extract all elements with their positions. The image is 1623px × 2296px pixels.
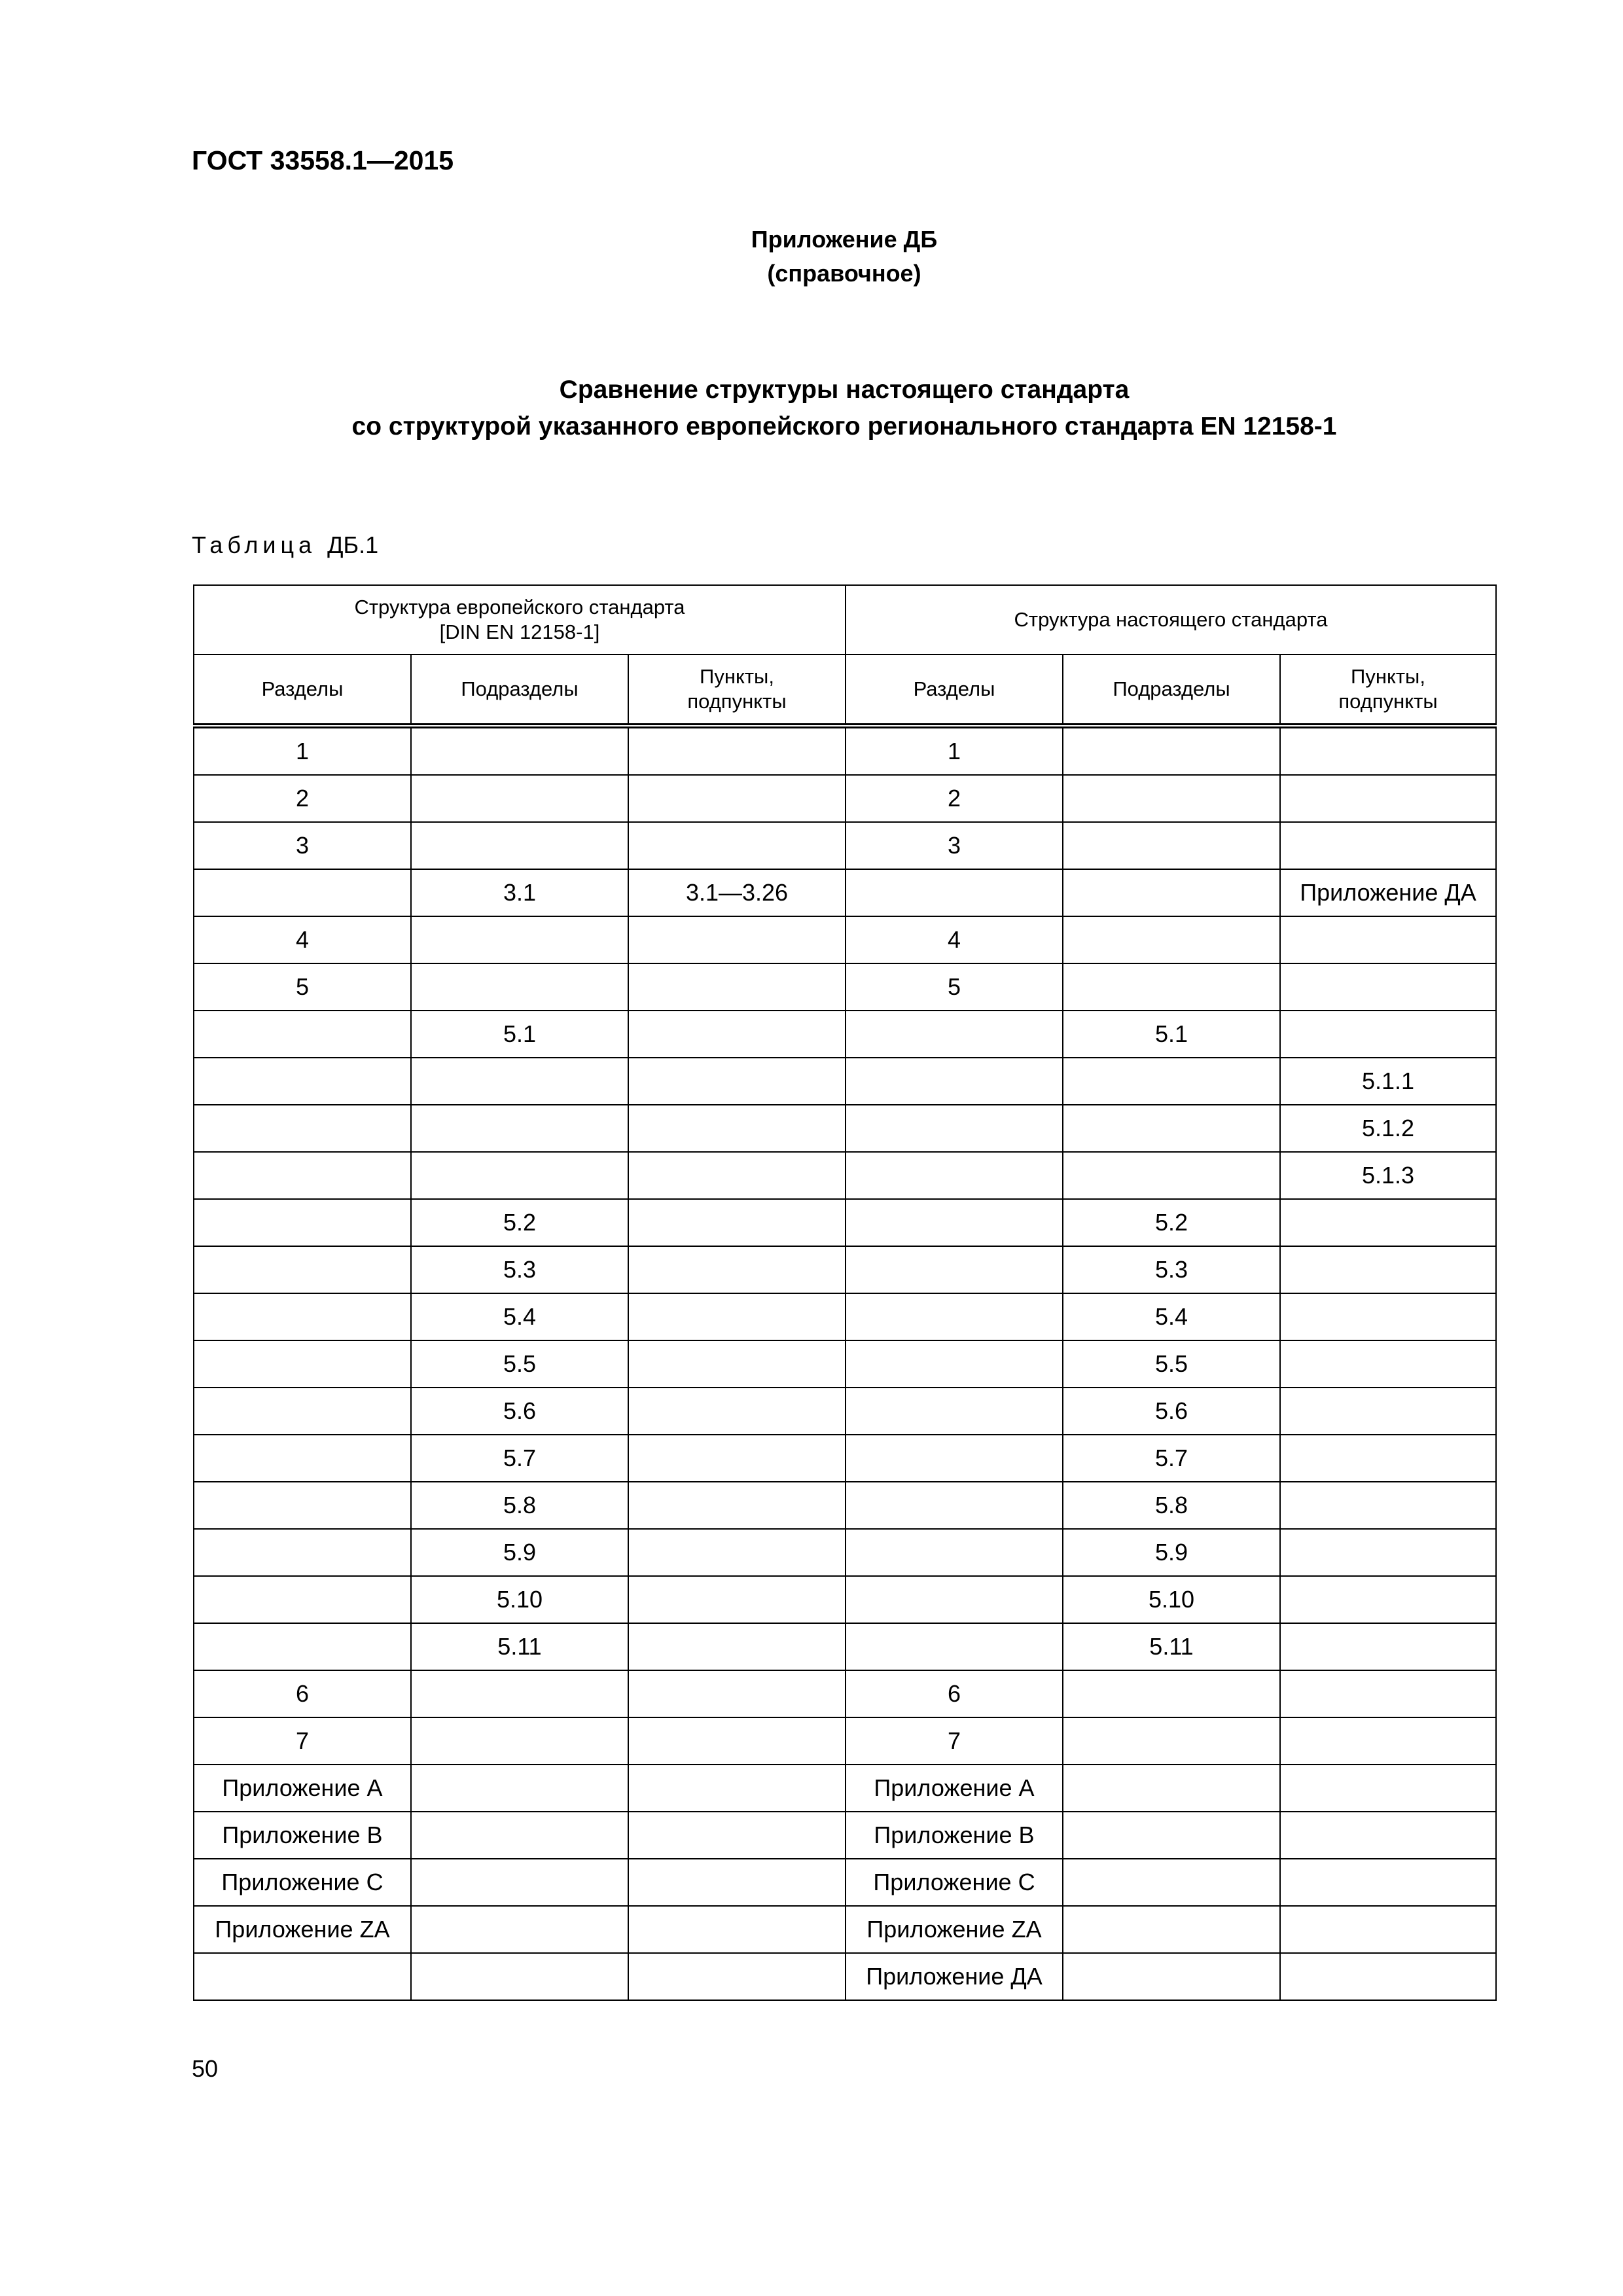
table-cell (1280, 1906, 1496, 1953)
table-cell: 7 (194, 1717, 411, 1765)
table-cell: 4 (194, 916, 411, 963)
table-cell (1063, 916, 1280, 963)
table-cell (1063, 1152, 1280, 1199)
table-cell: 3 (194, 822, 411, 869)
group-header-national: Структура настоящего стандарта (846, 585, 1496, 655)
table-body (194, 726, 1496, 2000)
table-cell: 5.3 (1063, 1246, 1280, 1293)
table-row (194, 1953, 1496, 2000)
table-cell (628, 1529, 846, 1576)
section-title-line-1: Сравнение структуры настоящего стандарта (559, 376, 1130, 404)
table-cell: 1 (194, 726, 411, 775)
table-cell (1280, 1529, 1496, 1576)
table-cell (1280, 1859, 1496, 1906)
table-cell (411, 916, 628, 963)
appendix-title: Приложение ДБ (751, 226, 938, 253)
table-row (194, 1859, 1496, 1906)
table-cell: Приложение С (194, 1859, 411, 1906)
table-cell (628, 1765, 846, 1812)
table-row (194, 1670, 1496, 1717)
column-header (846, 655, 1063, 726)
table-cell (846, 1340, 1063, 1388)
table-row (194, 869, 1496, 916)
table-cell (411, 1765, 628, 1812)
table-cell (411, 963, 628, 1011)
table-cell (194, 1576, 411, 1623)
table-cell (194, 1435, 411, 1482)
table-cell (1063, 1812, 1280, 1859)
table-cell (628, 1435, 846, 1482)
table-cell: 5 (846, 963, 1063, 1011)
table-cell (628, 1906, 846, 1953)
table-cell (194, 1529, 411, 1576)
table-cell: Приложение С (846, 1859, 1063, 1906)
table-cell (846, 1388, 1063, 1435)
table-cell (628, 1388, 846, 1435)
table-cell (411, 1812, 628, 1859)
structure-comparison-table (193, 584, 1497, 2001)
column-header-line-1: Пункты, (1351, 665, 1425, 688)
table-cell (846, 1529, 1063, 1576)
table-cell (1063, 726, 1280, 775)
table-cell (411, 1152, 628, 1199)
table-cell: 5.10 (411, 1576, 628, 1623)
table-cell: 5.11 (411, 1623, 628, 1670)
table-row (194, 1246, 1496, 1293)
table-cell (628, 1482, 846, 1529)
table-cell: Приложение В (846, 1812, 1063, 1859)
table-cell: 3 (846, 822, 1063, 869)
table-cell (1280, 1011, 1496, 1058)
table-cell: 5.11 (1063, 1623, 1280, 1670)
table-cell: 3.1—3.26 (628, 869, 846, 916)
table-cell: 5.9 (1063, 1529, 1280, 1576)
table-cell: Приложение А (194, 1765, 411, 1812)
table-cell (628, 916, 846, 963)
table-cell: 5.7 (1063, 1435, 1280, 1482)
table-cell (411, 1058, 628, 1105)
group-header-european (194, 585, 846, 655)
table-cell (1063, 1670, 1280, 1717)
table-cell (1063, 1058, 1280, 1105)
table-cell: 5.2 (411, 1199, 628, 1246)
document-code: ГОСТ 33558.1—2015 (192, 145, 454, 175)
table-cell (194, 1340, 411, 1388)
table-cell: 7 (846, 1717, 1063, 1765)
table-cell (628, 726, 846, 775)
table-cell (1280, 775, 1496, 822)
table-cell: 5.4 (1063, 1293, 1280, 1340)
table-cell (1280, 822, 1496, 869)
table-cell (628, 1246, 846, 1293)
column-header-line-1: Разделы (913, 677, 995, 700)
table-cell (628, 963, 846, 1011)
table-cell (1063, 869, 1280, 916)
table-cell: 5.10 (1063, 1576, 1280, 1623)
column-header (194, 655, 411, 726)
column-header-line-1: Разделы (261, 677, 344, 700)
table-cell (411, 1859, 628, 1906)
column-header (628, 655, 846, 726)
table-cell: 1 (846, 726, 1063, 775)
table-cell (1063, 1906, 1280, 1953)
table-cell (1063, 1105, 1280, 1152)
table-row (194, 1623, 1496, 1670)
table-cell (1280, 1293, 1496, 1340)
table-cell (194, 1388, 411, 1435)
table-cell: Приложение А (846, 1765, 1063, 1812)
table-cell (1280, 726, 1496, 775)
table-cell (846, 1105, 1063, 1152)
table-cell (628, 1340, 846, 1388)
table-caption-number: ДБ.1 (327, 531, 379, 558)
table-cell (1280, 1388, 1496, 1435)
table-cell (194, 1246, 411, 1293)
table-cell (1063, 1859, 1280, 1906)
table-cell (1280, 1717, 1496, 1765)
table-cell (411, 775, 628, 822)
section-title (0, 372, 1623, 445)
table-cell: 3.1 (411, 869, 628, 916)
table-cell (846, 1011, 1063, 1058)
table-cell (846, 1058, 1063, 1105)
table-cell (411, 822, 628, 869)
table-cell (1280, 1670, 1496, 1717)
table-cell (411, 1906, 628, 1953)
table-cell: Приложение ДА (1280, 869, 1496, 916)
table-cell: 5.6 (411, 1388, 628, 1435)
table-cell (846, 1199, 1063, 1246)
column-header-line-1: Подразделы (1113, 677, 1230, 700)
table-cell (628, 1859, 846, 1906)
table-cell (1280, 1482, 1496, 1529)
page-number: 50 (192, 2055, 219, 2082)
table-cell (1280, 916, 1496, 963)
table-row (194, 1152, 1496, 1199)
table-cell (1280, 1199, 1496, 1246)
table-cell (194, 1953, 411, 2000)
table-row (194, 1199, 1496, 1246)
table-row (194, 1906, 1496, 1953)
table-cell (194, 1011, 411, 1058)
table-cell: 5.8 (1063, 1482, 1280, 1529)
table-cell (628, 1152, 846, 1199)
table-cell: 2 (846, 775, 1063, 822)
table-cell (628, 1199, 846, 1246)
table-cell (628, 1105, 846, 1152)
column-header-line-1: Пункты, (700, 665, 774, 688)
table-cell: 5.1 (411, 1011, 628, 1058)
table-row (194, 963, 1496, 1011)
table-cell (411, 1670, 628, 1717)
column-header-line-2: подпункты (687, 690, 787, 713)
table-cell: 5.1.2 (1280, 1105, 1496, 1152)
table-cell (628, 1717, 846, 1765)
column-header-line-1: Подразделы (461, 677, 579, 700)
table-cell (846, 869, 1063, 916)
table-cell (628, 1623, 846, 1670)
column-header (1280, 655, 1496, 726)
table-cell (628, 822, 846, 869)
table-cell (846, 1576, 1063, 1623)
table-row (194, 726, 1496, 775)
table-cell: 5.6 (1063, 1388, 1280, 1435)
table-row (194, 1717, 1496, 1765)
table-cell (846, 1435, 1063, 1482)
table-cell (1063, 1953, 1280, 2000)
table-cell (628, 1576, 846, 1623)
table-row (194, 1105, 1496, 1152)
table-cell: 5.7 (411, 1435, 628, 1482)
table-cell (194, 869, 411, 916)
table-cell (628, 1011, 846, 1058)
table-cell (1280, 1765, 1496, 1812)
table-cell (411, 1717, 628, 1765)
table-row (194, 775, 1496, 822)
table-row (194, 916, 1496, 963)
table-cell: 5.1 (1063, 1011, 1280, 1058)
table-cell: 6 (194, 1670, 411, 1717)
table-row (194, 1011, 1496, 1058)
table-cell (628, 1953, 846, 2000)
table-row (194, 1765, 1496, 1812)
column-header-line-2: подпункты (1338, 690, 1438, 713)
table-cell (194, 1152, 411, 1199)
table-row (194, 1529, 1496, 1576)
table-row (194, 822, 1496, 869)
table-cell (1063, 1717, 1280, 1765)
table-row (194, 1812, 1496, 1859)
appendix-heading (0, 223, 1623, 291)
table-cell (194, 1482, 411, 1529)
table-cell (846, 1246, 1063, 1293)
table-cell: 5.8 (411, 1482, 628, 1529)
table-row (194, 1058, 1496, 1105)
table-cell (846, 1293, 1063, 1340)
table-cell (1063, 775, 1280, 822)
table-cell (1280, 1812, 1496, 1859)
table-cell (1280, 1435, 1496, 1482)
column-header (1063, 655, 1280, 726)
table-cell (1063, 822, 1280, 869)
table-cell: 5.1.3 (1280, 1152, 1496, 1199)
table-cell (846, 1623, 1063, 1670)
table-cell: Приложение В (194, 1812, 411, 1859)
table-cell: 6 (846, 1670, 1063, 1717)
table-cell (194, 1623, 411, 1670)
appendix-status: (справочное) (767, 260, 921, 287)
table-row (194, 1435, 1496, 1482)
group-header-european-line-2: [DIN EN 12158-1] (439, 620, 600, 643)
table-cell: Приложение ZA (846, 1906, 1063, 1953)
table-cell (628, 775, 846, 822)
table-row (194, 1388, 1496, 1435)
table-cell: 5 (194, 963, 411, 1011)
table-row (194, 1340, 1496, 1388)
table-cell (194, 1293, 411, 1340)
table-cell: 4 (846, 916, 1063, 963)
table-cell (1280, 1623, 1496, 1670)
table-cell (628, 1670, 846, 1717)
table-cell (411, 726, 628, 775)
table-caption-word: Таблица (192, 531, 317, 558)
table-cell: 5.5 (411, 1340, 628, 1388)
table-cell: Приложение ZA (194, 1906, 411, 1953)
table-cell: 5.3 (411, 1246, 628, 1293)
table-row (194, 1482, 1496, 1529)
table-row (194, 1576, 1496, 1623)
table-cell: 5.4 (411, 1293, 628, 1340)
table-cell: 5.2 (1063, 1199, 1280, 1246)
table-cell (1280, 1953, 1496, 2000)
table-cell (194, 1199, 411, 1246)
group-header-european-line-1: Структура европейского стандарта (354, 596, 685, 619)
table-cell (846, 1152, 1063, 1199)
table-cell (1280, 1246, 1496, 1293)
table-cell (1063, 1765, 1280, 1812)
table-cell (1280, 1576, 1496, 1623)
table-cell: 5.9 (411, 1529, 628, 1576)
column-header (411, 655, 628, 726)
table-cell (628, 1058, 846, 1105)
table-cell (411, 1953, 628, 2000)
section-title-line-2: со структурой указанного европейского регионального стандарта EN 12158-1 (351, 412, 1337, 440)
table-cell (1063, 963, 1280, 1011)
table-cell (628, 1812, 846, 1859)
table-cell: 5.1.1 (1280, 1058, 1496, 1105)
table-cell (846, 1482, 1063, 1529)
table-cell: Приложение ДА (846, 1953, 1063, 2000)
table-cell: 5.5 (1063, 1340, 1280, 1388)
table-caption (192, 531, 378, 559)
table-cell (1280, 963, 1496, 1011)
table-cell (628, 1293, 846, 1340)
table-row (194, 1293, 1496, 1340)
table-cell (411, 1105, 628, 1152)
table-cell (1280, 1340, 1496, 1388)
table-cell (194, 1058, 411, 1105)
table-cell: 2 (194, 775, 411, 822)
table-cell (194, 1105, 411, 1152)
